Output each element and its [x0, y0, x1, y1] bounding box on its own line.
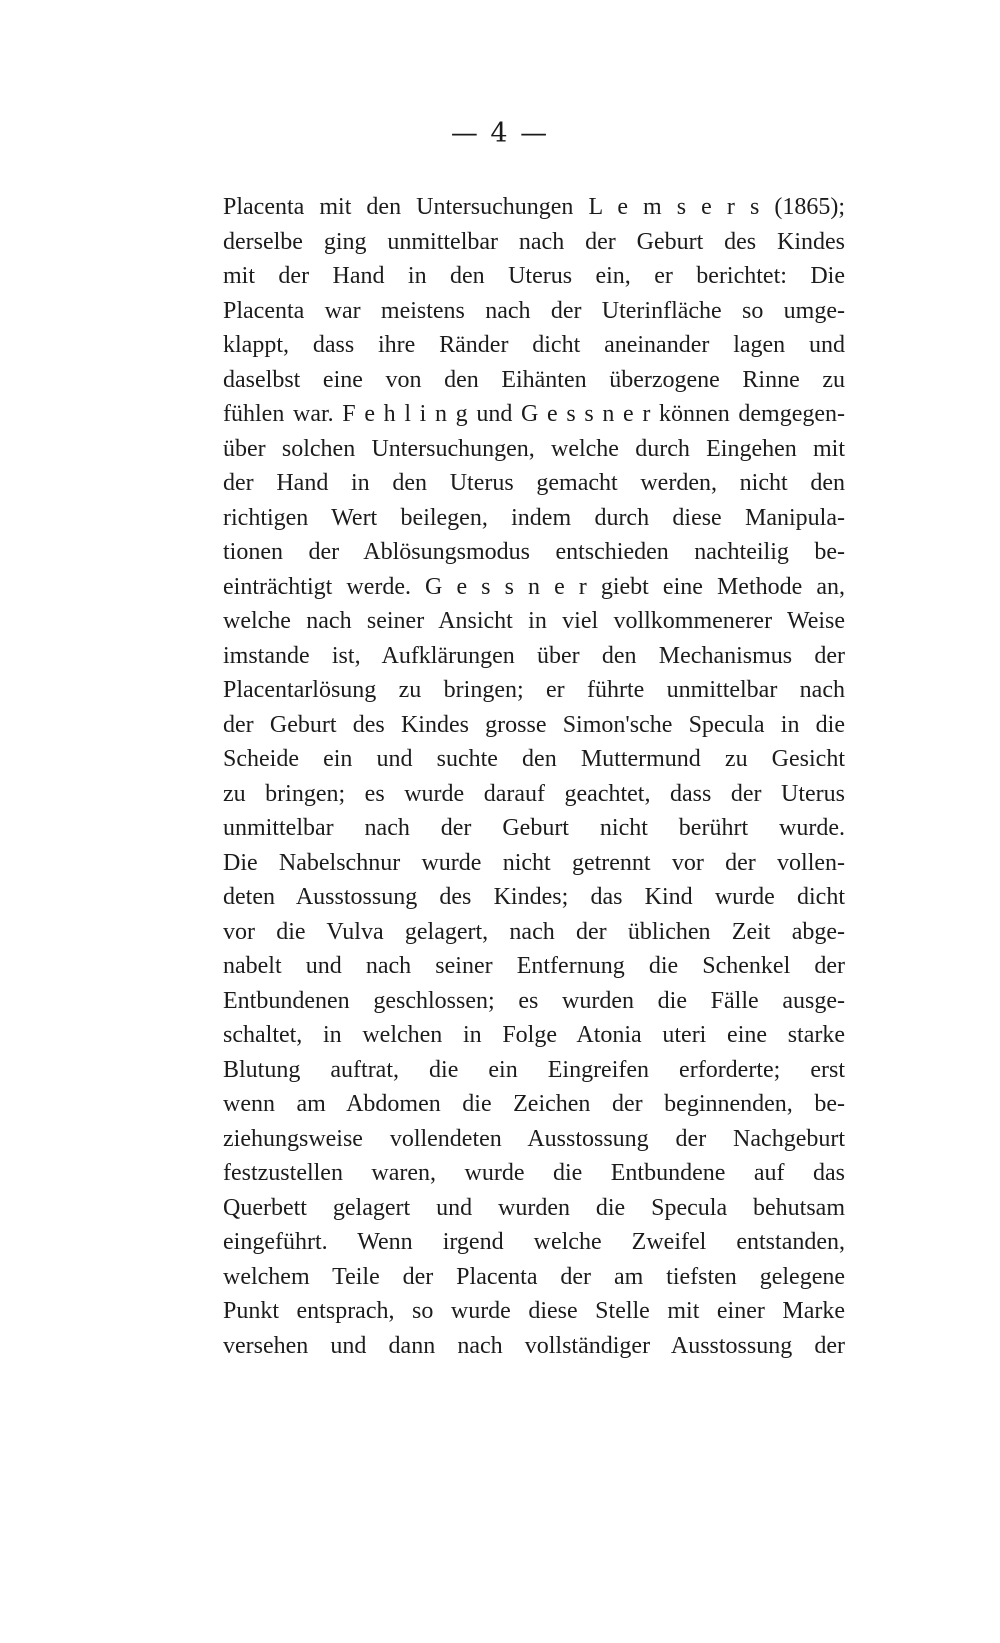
text-line: nabelt und nach seiner Entfernung die Schenkel der: [223, 953, 845, 979]
text-line: derselbe ging unmittelbar nach der Geburt des Kindes: [223, 228, 845, 255]
text-line: wenn am Abdomen die Zeichen der beginnenden, be-: [223, 1091, 845, 1117]
text-line: festzustellen waren, wurde die Entbundene auf das: [223, 1160, 845, 1186]
text-line: Querbett gelagert und wurden die Specula behutsam: [223, 1194, 845, 1221]
text-line: richtigen Wert beilegen, indem durch diese Manipula-: [223, 504, 845, 531]
text-line: eingeführt. Wenn irgend welche Zweifel entstanden,: [223, 1229, 845, 1255]
text-line: versehen und dann nach vollständiger Ausstossung der: [223, 1332, 845, 1359]
text-line: Die Nabelschnur wurde nicht getrennt vor der vollen-: [223, 849, 845, 876]
text-line: deten Ausstossung des Kindes; das Kind wurde dicht: [223, 884, 845, 910]
text-line: über solchen Untersuchungen, welche durch Eingehen mit: [223, 435, 845, 462]
text-line: welchem Teile der Placenta der am tiefsten gelegene: [223, 1263, 845, 1290]
text-line: der Hand in den Uterus gemacht werden, nicht den: [223, 470, 845, 496]
text-line: der Geburt des Kindes grosse Simon'sche Specula in die: [223, 711, 845, 738]
text-line: Punkt entsprach, so wurde diese Stelle mit einer Marke: [223, 1298, 845, 1324]
text-line: daselbst eine von den Eihänten überzogene Rinne zu: [223, 366, 845, 393]
text-line: vor die Vulva gelagert, nach der üblichen Zeit abge-: [223, 918, 845, 945]
page-number: — 4 —: [450, 118, 550, 149]
text-line: ziehungsweise vollendeten Ausstossung der Nachgeburt: [223, 1125, 845, 1152]
text-line: Scheide ein und suchte den Muttermund zu Gesicht: [223, 746, 845, 772]
text-line: fühlen war. F e h l i n g und G e s s n e r können demgegen-: [223, 401, 845, 427]
text-line: welche nach seiner Ansicht in viel vollkommenerer Weise: [223, 608, 845, 634]
text-line: Entbundenen geschlossen; es wurden die Fälle ausge-: [223, 987, 845, 1014]
text-line: unmittelbar nach der Geburt nicht berührt wurde.: [223, 815, 845, 841]
text-line: klappt, dass ihre Ränder dicht aneinander lagen und: [223, 332, 845, 358]
body-text: [223, 190, 845, 1363]
text-line: Placentarlösung zu bringen; er führte unmittelbar nach: [223, 677, 845, 703]
text-line: zu bringen; es wurde darauf geachtet, dass der Uterus: [223, 780, 845, 807]
text-line: mit der Hand in den Uterus ein, er berichtet: Die: [223, 263, 845, 289]
text-line: tionen der Ablösungsmodus entschieden nachteilig be-: [223, 539, 845, 565]
text-line: Placenta mit den Untersuchungen L e m s e r s (1865);: [223, 194, 845, 220]
text-line: Blutung auftrat, die ein Eingreifen erforderte; erst: [223, 1056, 845, 1083]
text-line: Placenta war meistens nach der Uterinfläche so umge-: [223, 297, 845, 324]
text-line: einträchtigt werde. G e s s n e r giebt eine Methode an,: [223, 573, 845, 600]
text-line: schaltet, in welchen in Folge Atonia uteri eine starke: [223, 1022, 845, 1048]
text-line: imstande ist, Aufklärungen über den Mechanismus der: [223, 642, 845, 669]
